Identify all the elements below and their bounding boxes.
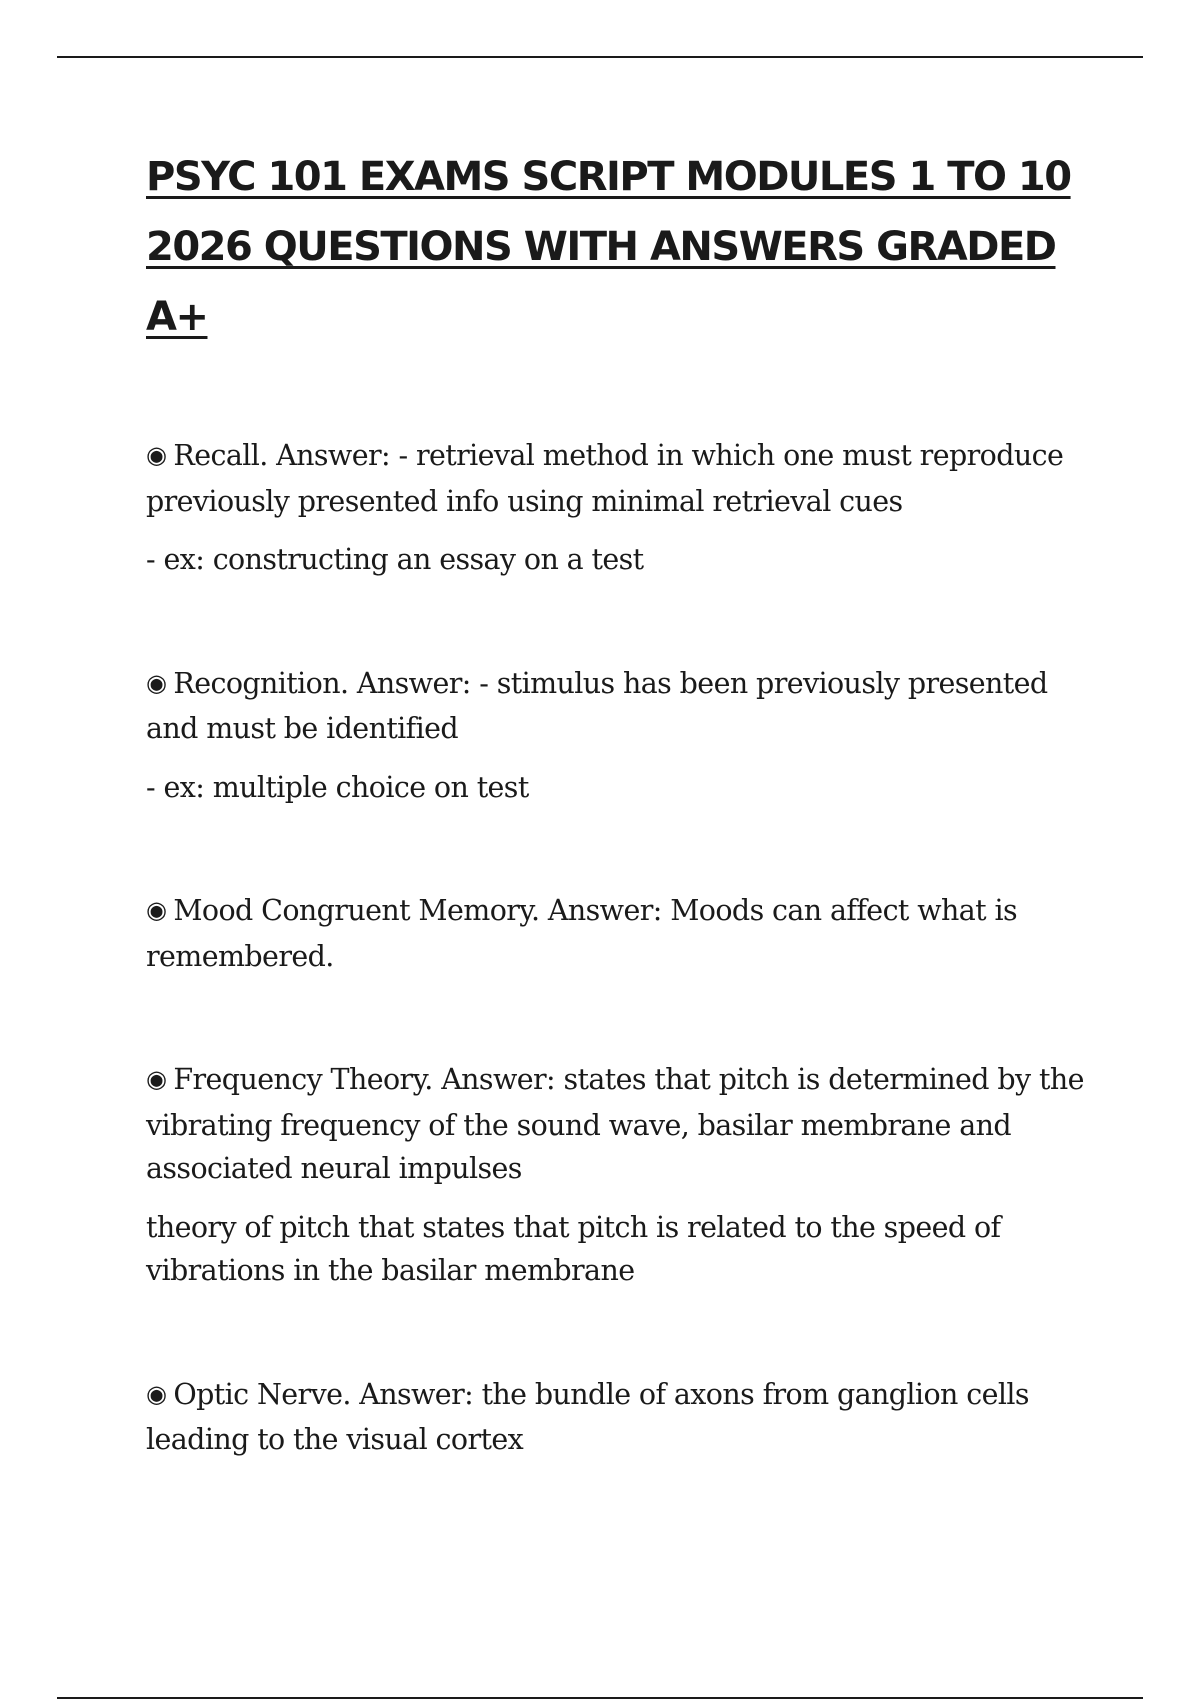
qa-text: Mood Congruent Memory. Answer: Moods can affect what is remembered. [146, 894, 1018, 973]
bullet-icon: ◉ [146, 1065, 167, 1093]
page-content [146, 142, 1086, 1462]
qa-question-paragraph [146, 434, 1086, 523]
qa-item-recognition [146, 662, 1086, 810]
bullet-icon: ◉ [146, 441, 167, 469]
qa-question-paragraph [146, 889, 1086, 978]
qa-question-paragraph [146, 662, 1086, 751]
qa-text: Recognition. Answer: - stimulus has been previously presented and must be identified [146, 666, 1048, 745]
qa-list [146, 434, 1086, 1462]
qa-item-optic-nerve [146, 1373, 1086, 1462]
top-rule [57, 56, 1143, 58]
qa-text: Optic Nerve. Answer: the bundle of axons from ganglion cells leading to the visual cortex [146, 1377, 1029, 1456]
qa-item-mood-congruent-memory [146, 889, 1086, 978]
qa-detail-paragraph: - ex: constructing an essay on a test [146, 543, 644, 576]
bullet-icon: ◉ [146, 1379, 167, 1408]
qa-detail-paragraph: - ex: multiple choice on test [146, 770, 529, 804]
qa-item-recall [146, 434, 1086, 582]
qa-question-paragraph [146, 1373, 1086, 1462]
qa-detail-paragraph: theory of pitch that states that pitch is related to the speed of vibrations in the basilar membrane [146, 1210, 1001, 1287]
qa-text: Recall. Answer: - retrieval method in which one must reproduce previously presented info using minimal retrieval cues [146, 439, 1064, 518]
bullet-icon: ◉ [146, 668, 167, 697]
qa-question-paragraph [146, 1058, 1086, 1191]
document-title: PSYC 101 EXAMS SCRIPT MODULES 1 TO 10 2026 QUESTIONS WITH ANSWERS GRADED A+ [146, 154, 1071, 340]
bottom-rule [57, 1697, 1143, 1699]
qa-item-frequency-theory [146, 1058, 1086, 1293]
qa-text: Frequency Theory. Answer: states that pitch is determined by the vibrating frequency of the sound wave, basilar membrane and associated neural impulses [146, 1063, 1084, 1185]
bullet-icon: ◉ [146, 896, 167, 924]
